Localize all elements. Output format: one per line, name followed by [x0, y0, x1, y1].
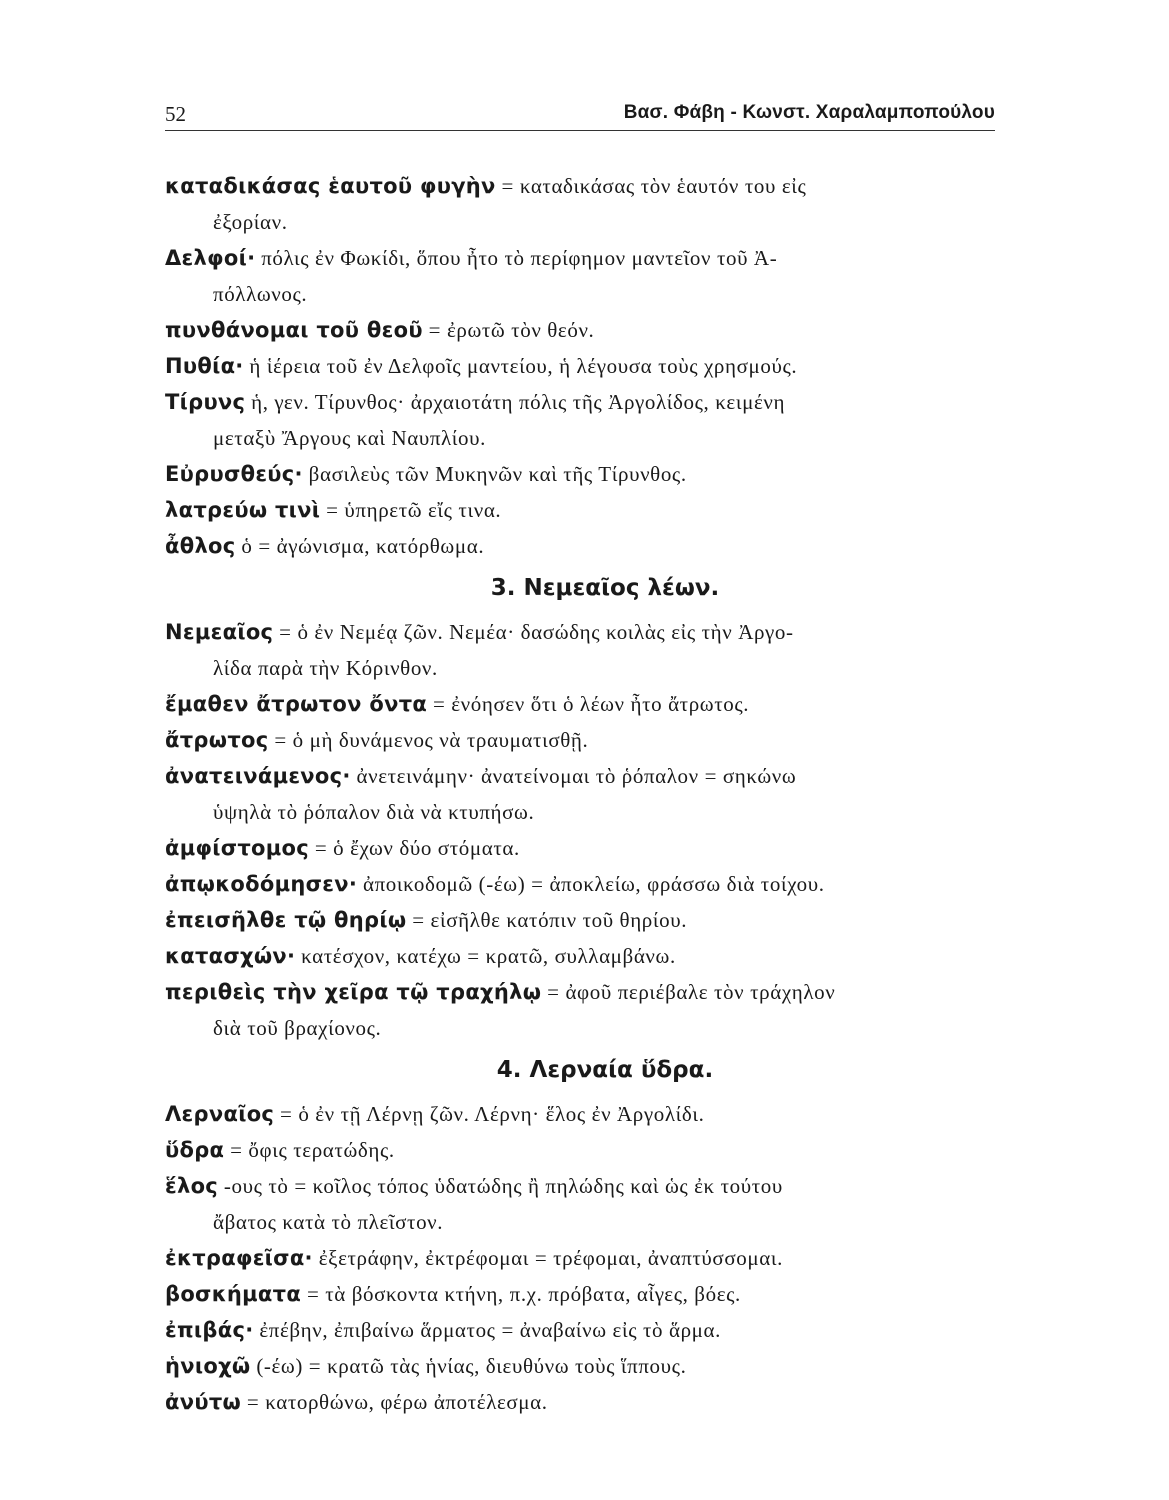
glossary-entry: [165, 722, 1005, 758]
glossary-entry: [165, 614, 1005, 686]
glossary-entry: [165, 686, 1005, 722]
entry-definition: ἐξετράφην, ἐκτρέφομαι = τρέφομαι, ἀναπτύσσομαι.: [312, 1246, 783, 1270]
glossary-entry: [165, 1168, 1005, 1240]
entry-definition: ὁ = ἀγώνισμα, κατόρθωμα.: [235, 534, 485, 558]
entry-definition: = ἀφοῦ περιέβαλε τὸν τράχηλον: [541, 980, 836, 1004]
entry-continuation: διὰ τοῦ βραχίονος.: [213, 1016, 382, 1040]
entry-headword: ἄτρωτος: [165, 728, 269, 752]
glossary-section-4: [165, 1096, 1005, 1420]
glossary-entry: [165, 1348, 1005, 1384]
entry-headword: ἐπιβάς·: [165, 1318, 254, 1342]
entry-headword: κατασχών·: [165, 944, 296, 968]
entry-headword: βοσκήματα: [165, 1282, 302, 1306]
entry-definition: = ὄφις τερατώδης.: [224, 1138, 395, 1162]
glossary-entry: [165, 866, 1005, 902]
entry-definition: πόλις ἐν Φωκίδι, ὅπου ἦτο τὸ περίφημον μαντεῖον τοῦ Ἀ-: [255, 246, 778, 270]
entry-definition: = ὁ ἐν τῇ Λέρνῃ ζῶν. Λέρνη· ἕλος ἐν Ἀργολίδι.: [274, 1102, 705, 1126]
entry-definition: = εἰσῆλθε κατόπιν τοῦ θηρίου.: [406, 908, 688, 932]
entry-headword: ἡνιοχῶ: [165, 1354, 251, 1378]
entry-definition: ἀνετεινάμην· ἀνατείνομαι τὸ ῥόπαλον = σηκώνω: [350, 764, 797, 788]
entry-headword: Πυθία·: [165, 354, 244, 378]
entry-headword: ἐπεισῆλθε τῷ θηρίῳ: [165, 908, 407, 932]
entry-headword: ἆθλος: [165, 534, 236, 558]
glossary-entry: [165, 456, 1005, 492]
entry-headword: ὕδρα: [165, 1138, 225, 1162]
entry-headword: ἀνύτω: [165, 1390, 242, 1414]
glossary-section-2: [165, 168, 1005, 564]
entry-headword: Νεμεαῖος: [165, 620, 274, 644]
entry-definition: κατέσχον, κατέχω = κρατῶ, συλλαμβάνω.: [295, 944, 676, 968]
entry-headword: ἀπῳκοδόμησεν·: [165, 872, 358, 896]
glossary-entry: [165, 168, 1005, 240]
entry-definition: = ἐρωτῶ τὸν θεόν.: [422, 318, 595, 342]
glossary-body: [165, 168, 1005, 1420]
page-header: [165, 98, 995, 131]
entry-definition: (-έω) = κρατῶ τὰς ἡνίας, διευθύνω τοὺς ἵππους.: [250, 1354, 687, 1378]
entry-headword: ἕλος: [165, 1174, 219, 1198]
glossary-entry: [165, 1276, 1005, 1312]
glossary-entry: [165, 938, 1005, 974]
entry-headword: λατρεύω τινὶ: [165, 498, 321, 522]
entry-headword: Εὐρυσθεύς·: [165, 462, 303, 486]
glossary-entry: [165, 492, 1005, 528]
entry-headword: Τίρυνς: [165, 390, 246, 414]
entry-headword: περιθεὶς τὴν χεῖρα τῷ τραχήλῳ: [165, 980, 542, 1004]
entry-definition: ἐπέβην, ἐπιβαίνω ἅρματος = ἀναβαίνω εἰς τὸ ἅρμα.: [253, 1318, 721, 1342]
entry-continuation: ὑψηλὰ τὸ ῥόπαλον διὰ νὰ κτυπήσω.: [213, 800, 535, 824]
section-title-lernaean-hydra: 4. Λερναία ὕδρα.: [496, 1057, 714, 1083]
entry-definition: = ὑπηρετῶ εἴς τινα.: [320, 498, 502, 522]
glossary-entry: [165, 528, 1005, 564]
glossary-entry: [165, 1240, 1005, 1276]
entry-headword: ἐκτραφεῖσα·: [165, 1246, 313, 1270]
entry-definition: -ους τὸ = κοῖλος τόπος ὑδατώδης ἢ πηλώδης καὶ ὡς ἐκ τούτου: [218, 1174, 783, 1198]
entry-definition: = ὁ ἔχων δύο στόματα.: [309, 836, 520, 860]
glossary-entry: [165, 1384, 1005, 1420]
entry-definition: βασιλεὺς τῶν Μυκηνῶν καὶ τῆς Τίρυνθος.: [302, 462, 687, 486]
glossary-entry: [165, 348, 1005, 384]
entry-headword: Λερναῖος: [165, 1102, 275, 1126]
page-number: 52: [165, 102, 186, 126]
entry-headword: καταδικάσας ἑαυτοῦ φυγὴν: [165, 174, 496, 198]
entry-definition: = ἐνόησεν ὅτι ὁ λέων ἦτο ἄτρωτος.: [427, 692, 750, 716]
entry-continuation: ἐξορίαν.: [213, 210, 288, 234]
entry-definition: ἀποικοδομῶ (-έω) = ἀποκλείω, φράσσω διὰ τοίχου.: [357, 872, 825, 896]
entry-continuation: μεταξὺ Ἄργους καὶ Ναυπλίου.: [213, 426, 487, 450]
entry-headword: Δελφοί·: [165, 246, 256, 270]
entry-headword: ἀμφίστομος: [165, 836, 310, 860]
glossary-entry: [165, 1312, 1005, 1348]
entry-headword: ἀνατεινάμενος·: [165, 764, 351, 788]
running-title: Βασ. Φάβη - Κωνστ. Χαραλαμποπούλου: [623, 102, 995, 123]
entry-definition: = ὁ ἐν Νεμέᾳ ζῶν. Νεμέα· δασώδης κοιλὰς εἰς τὴν Ἀργο-: [273, 620, 794, 644]
entry-definition: = κατορθώνω, φέρω ἀποτέλεσμα.: [241, 1390, 548, 1414]
entry-definition: = καταδικάσας τὸν ἑαυτόν του εἰς: [495, 174, 807, 198]
entry-definition: = τὰ βόσκοντα κτήνη, π.χ. πρόβατα, αἶγες, βόες.: [301, 1282, 741, 1306]
glossary-entry: [165, 974, 1005, 1046]
entry-continuation: ἄβατος κατὰ τὸ πλεῖστον.: [213, 1210, 444, 1234]
glossary-entry: [165, 384, 1005, 456]
glossary-section-3: [165, 614, 1005, 1046]
entry-definition: ἡ ἱέρεια τοῦ ἐν Δελφοῖς μαντείου, ἡ λέγουσα τοὺς χρησμούς.: [243, 354, 798, 378]
glossary-entry: [165, 758, 1005, 830]
entry-continuation: πόλλωνος.: [213, 282, 308, 306]
entry-headword: ἔμαθεν ἄτρωτον ὄντα: [165, 692, 428, 716]
glossary-entry: [165, 830, 1005, 866]
glossary-entry: [165, 312, 1005, 348]
glossary-entry: [165, 240, 1005, 312]
glossary-entry: [165, 902, 1005, 938]
entry-definition: = ὁ μὴ δυνάμενος νὰ τραυματισθῇ.: [268, 728, 589, 752]
entry-definition: ἡ, γεν. Τίρυνθος· ἀρχαιοτάτη πόλις τῆς Ἀργολίδος, κειμένη: [245, 390, 786, 414]
section-title-nemean-lion: 3. Νεμεαῖος λέων.: [490, 575, 720, 601]
entry-continuation: λίδα παρὰ τὴν Κόρινθον.: [213, 656, 438, 680]
glossary-entry: [165, 1132, 1005, 1168]
glossary-entry: [165, 1096, 1005, 1132]
entry-headword: πυνθάνομαι τοῦ θεοῦ: [165, 318, 423, 342]
